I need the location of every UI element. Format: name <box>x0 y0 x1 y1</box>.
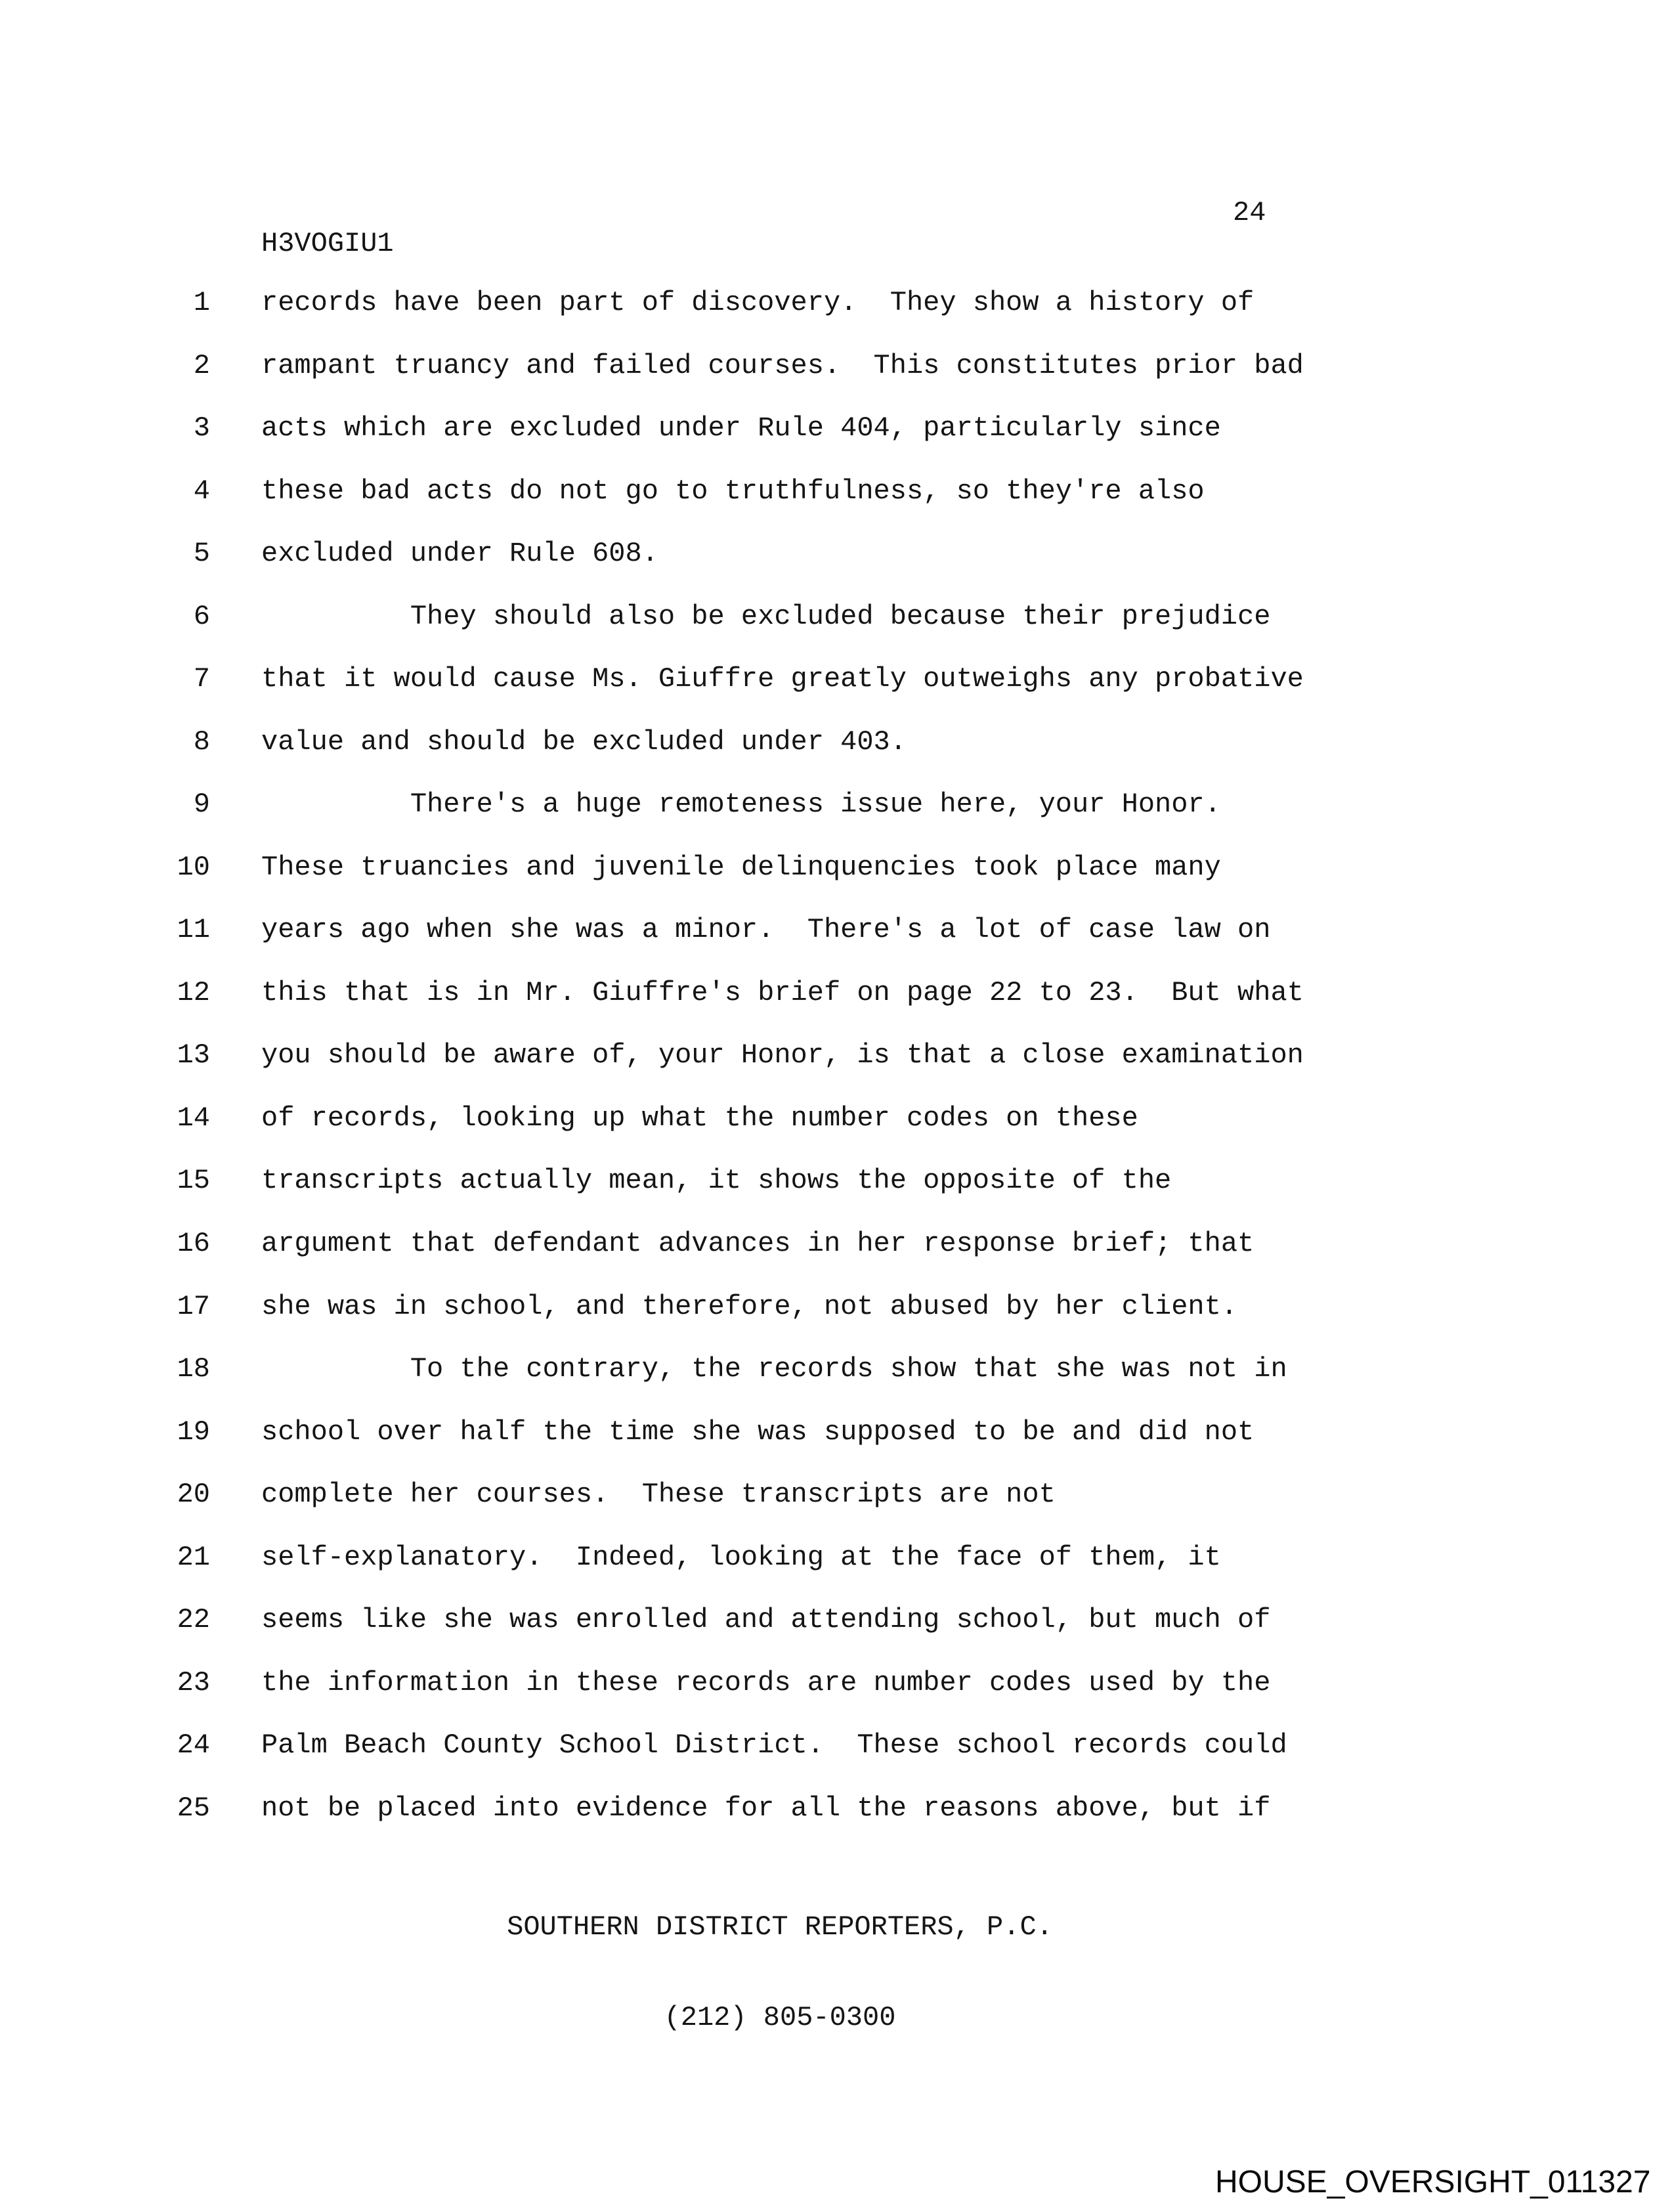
transcript-line <box>158 1228 1674 1291</box>
line-number: 16 <box>177 1227 210 1259</box>
line-number: 4 <box>193 475 210 507</box>
line-text: she was in school, and therefore, not abused by her client. <box>261 1290 1238 1322</box>
line-text: argument that defendant advances in her response brief; that <box>261 1227 1255 1259</box>
transcript-line <box>158 1667 1674 1730</box>
line-text: records have been part of discovery. They show a history of <box>261 287 1255 318</box>
line-number: 8 <box>193 726 210 758</box>
transcript-line <box>158 789 1674 852</box>
transcript-line <box>158 1479 1674 1542</box>
line-text: transcripts actually mean, it shows the opposite of the <box>261 1165 1172 1197</box>
line-text: the information in these records are number codes used by the <box>261 1666 1271 1699</box>
line-text: seems like she was enrolled and attending school, but much of <box>261 1604 1271 1636</box>
line-number: 13 <box>177 1039 210 1072</box>
transcript-line <box>158 350 1674 413</box>
transcript-line <box>158 663 1674 726</box>
transcript-line <box>158 475 1674 538</box>
line-number: 1 <box>193 287 210 318</box>
line-number: 24 <box>177 1729 210 1762</box>
line-number: 2 <box>193 349 210 381</box>
transcript-line <box>158 601 1674 664</box>
line-number: 6 <box>193 600 210 632</box>
line-number: 25 <box>177 1792 210 1824</box>
line-number: 20 <box>177 1479 210 1511</box>
line-number: 11 <box>177 914 210 946</box>
line-text: excluded under Rule 608. <box>261 538 658 570</box>
line-text: of records, looking up what the number codes on these <box>261 1102 1138 1134</box>
line-text: acts which are excluded under Rule 404, particularly since <box>261 412 1221 445</box>
line-text: There's a huge remoteness issue here, your Honor. <box>261 789 1221 821</box>
bates-stamp: HOUSE_OVERSIGHT_011327 <box>1215 2165 1651 2200</box>
transcript-line <box>158 287 1674 350</box>
line-text: These truancies and juvenile delinquencies took place many <box>261 851 1221 883</box>
line-text: They should also be excluded because their prejudice <box>261 600 1271 632</box>
transcript-line <box>158 977 1674 1040</box>
transcript-line <box>158 1604 1674 1667</box>
line-text: rampant truancy and failed courses. This constitutes prior bad <box>261 349 1304 381</box>
transcript-line <box>158 1165 1674 1228</box>
line-number: 15 <box>177 1165 210 1197</box>
transcript-session-id: H3VOGIU1 <box>261 228 394 259</box>
reporter-name: SOUTHERN DISTRICT REPORTERS, P.C. <box>507 1911 1053 1943</box>
line-text: years ago when she was a minor. There's a lot of case law on <box>261 914 1271 946</box>
line-text: complete her courses. These transcripts are not <box>261 1479 1056 1511</box>
transcript-line <box>158 538 1674 601</box>
line-number: 14 <box>177 1102 210 1134</box>
transcript-line <box>158 1291 1674 1354</box>
line-number: 23 <box>177 1666 210 1699</box>
transcript-line <box>158 914 1674 977</box>
line-number: 7 <box>193 663 210 695</box>
line-number: 18 <box>177 1353 210 1385</box>
transcript-line <box>158 1102 1674 1165</box>
line-number: 5 <box>193 538 210 570</box>
page-number: 24 <box>1233 197 1266 228</box>
transcript-line <box>158 412 1674 475</box>
line-text: that it would cause Ms. Giuffre greatly outweighs any probative <box>261 663 1304 695</box>
reporter-phone: (212) 805-0300 <box>664 2002 896 2033</box>
line-number: 22 <box>177 1604 210 1636</box>
transcript-line <box>158 1729 1674 1792</box>
transcript-line <box>158 1792 1674 1855</box>
transcript-line <box>158 1353 1674 1416</box>
line-text: Palm Beach County School District. These school records could <box>261 1729 1287 1762</box>
line-text: To the contrary, the records show that she was not in <box>261 1353 1287 1385</box>
line-number: 17 <box>177 1290 210 1322</box>
transcript-line <box>158 1416 1674 1479</box>
line-number: 19 <box>177 1416 210 1448</box>
line-text: this that is in Mr. Giuffre's brief on page 22 to 23. But what <box>261 976 1304 1008</box>
transcript-line <box>158 1542 1674 1605</box>
line-text: not be placed into evidence for all the reasons above, but if <box>261 1792 1271 1824</box>
line-text: school over half the time she was supposed to be and did not <box>261 1416 1255 1448</box>
line-text: you should be aware of, your Honor, is that a close examination <box>261 1039 1304 1072</box>
line-number: 10 <box>177 851 210 883</box>
transcript-line <box>158 1039 1674 1102</box>
line-text: these bad acts do not go to truthfulness, so they're also <box>261 475 1205 507</box>
reporter-footer <box>0 1852 1560 2093</box>
line-number: 12 <box>177 976 210 1008</box>
line-number: 3 <box>193 412 210 445</box>
transcript-body <box>158 287 1674 1855</box>
line-number: 9 <box>193 789 210 821</box>
line-text: self-explanatory. Indeed, looking at the face of them, it <box>261 1541 1221 1573</box>
line-number: 21 <box>177 1541 210 1573</box>
line-text: value and should be excluded under 403. <box>261 726 907 758</box>
transcript-line <box>158 726 1674 789</box>
transcript-line <box>158 852 1674 915</box>
